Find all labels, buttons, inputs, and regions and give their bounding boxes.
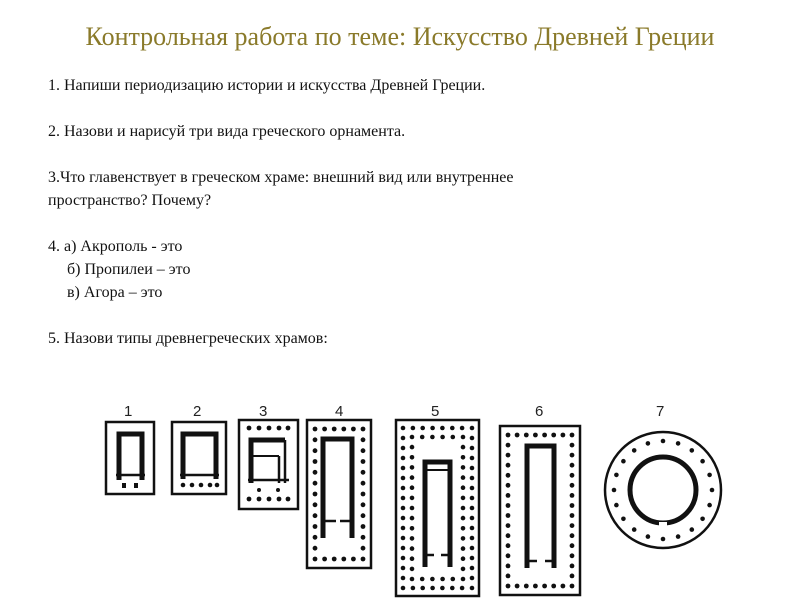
temple-plans-figure bbox=[0, 395, 800, 600]
column-dot bbox=[470, 546, 475, 551]
column-dot bbox=[661, 537, 666, 542]
column-dot bbox=[614, 503, 619, 508]
column-dot bbox=[420, 577, 425, 582]
column-dot bbox=[470, 436, 475, 441]
column-dot bbox=[461, 567, 466, 572]
column-dot bbox=[570, 533, 575, 538]
column-dot bbox=[313, 557, 318, 562]
column-dot bbox=[506, 553, 511, 558]
column-dot bbox=[632, 448, 637, 453]
column-dot bbox=[401, 436, 406, 441]
column-dot bbox=[361, 546, 366, 551]
plan-label-5: 5 bbox=[431, 403, 440, 420]
column-dot bbox=[690, 527, 695, 532]
column-dot bbox=[621, 459, 626, 464]
column-dot bbox=[470, 456, 475, 461]
column-dot bbox=[410, 445, 415, 450]
column-dot bbox=[461, 445, 466, 450]
question-4-a: 4. а) Акрополь - это bbox=[48, 238, 183, 255]
column-dot bbox=[506, 533, 511, 538]
column-dot bbox=[506, 453, 511, 458]
column-dot bbox=[570, 443, 575, 448]
temple-plan-5 bbox=[396, 420, 479, 596]
column-dot bbox=[470, 496, 475, 501]
column-dot bbox=[570, 513, 575, 518]
column-dot bbox=[313, 459, 318, 464]
column-dot bbox=[506, 473, 511, 478]
column-dot bbox=[313, 448, 318, 453]
column-dot bbox=[461, 556, 466, 561]
column-dot bbox=[506, 584, 511, 589]
column-dot bbox=[570, 574, 575, 579]
column-dot bbox=[470, 576, 475, 581]
column-dot bbox=[313, 524, 318, 529]
column-dot bbox=[506, 503, 511, 508]
column-dot bbox=[533, 433, 538, 438]
column-dot bbox=[430, 586, 435, 591]
temple-plan-6 bbox=[500, 426, 580, 595]
column-dot bbox=[410, 485, 415, 490]
column-dot bbox=[470, 506, 475, 511]
column-dot bbox=[440, 586, 445, 591]
plan-label-6: 6 bbox=[535, 403, 544, 420]
column-dot bbox=[401, 516, 406, 521]
column-dot bbox=[361, 448, 366, 453]
column-dot bbox=[410, 577, 415, 582]
plan-label-4: 4 bbox=[335, 403, 344, 420]
column-dot bbox=[707, 473, 712, 478]
column-dot bbox=[430, 435, 435, 440]
column-dot bbox=[612, 488, 617, 493]
column-dot bbox=[561, 433, 566, 438]
column-dot bbox=[440, 435, 445, 440]
column-dot bbox=[646, 534, 651, 539]
column-dot bbox=[410, 506, 415, 511]
column-dot bbox=[313, 437, 318, 442]
column-dot bbox=[461, 455, 466, 460]
column-dot bbox=[661, 439, 666, 444]
plan-label-2: 2 bbox=[193, 403, 202, 420]
column-dot bbox=[401, 426, 406, 431]
column-dot bbox=[341, 427, 346, 432]
temple-plan-2 bbox=[172, 422, 226, 494]
column-dot bbox=[570, 433, 575, 438]
column-dot bbox=[461, 516, 466, 521]
column-dot bbox=[430, 426, 435, 431]
column-dot bbox=[561, 584, 566, 589]
column-dot bbox=[676, 534, 681, 539]
column-dot bbox=[420, 586, 425, 591]
temple-plan-3 bbox=[239, 420, 298, 509]
column-dot bbox=[341, 557, 346, 562]
plan-5-colonnade bbox=[401, 426, 475, 591]
column-dot bbox=[461, 546, 466, 551]
column-dot bbox=[700, 517, 705, 522]
column-dot bbox=[361, 524, 366, 529]
column-dot bbox=[401, 586, 406, 591]
plan-label-1: 1 bbox=[124, 403, 133, 420]
column-dot bbox=[542, 433, 547, 438]
column-dot bbox=[515, 584, 520, 589]
column-dot bbox=[401, 446, 406, 451]
column-dot bbox=[461, 465, 466, 470]
column-dot bbox=[470, 466, 475, 471]
plan-label-3: 3 bbox=[259, 403, 268, 420]
column-dot bbox=[506, 543, 511, 548]
column-dot bbox=[461, 475, 466, 480]
column-dot bbox=[361, 470, 366, 475]
column-dot bbox=[506, 513, 511, 518]
temple-plan-7 bbox=[605, 432, 721, 548]
question-3-line-1: 3.Что главенствует в греческом храме: внешний вид или внутреннее bbox=[48, 169, 514, 186]
column-dot bbox=[632, 527, 637, 532]
question-1: 1. Напиши периодизацию истории и искусства Древней Греции. bbox=[48, 77, 486, 94]
column-dot bbox=[401, 526, 406, 531]
column-dot bbox=[570, 483, 575, 488]
column-dot bbox=[710, 488, 715, 493]
temple-plans-svg bbox=[0, 395, 800, 600]
temple-plan-1 bbox=[106, 422, 154, 494]
column-dot bbox=[313, 481, 318, 486]
column-dot bbox=[401, 576, 406, 581]
column-dot bbox=[332, 557, 337, 562]
column-dot bbox=[450, 586, 455, 591]
column-dot bbox=[614, 473, 619, 478]
column-dot bbox=[551, 433, 556, 438]
column-dot bbox=[313, 546, 318, 551]
column-dot bbox=[401, 496, 406, 501]
column-dot bbox=[533, 584, 538, 589]
column-dot bbox=[470, 486, 475, 491]
column-dot bbox=[461, 435, 466, 440]
column-dot bbox=[646, 441, 651, 446]
column-dot bbox=[430, 577, 435, 582]
column-dot bbox=[401, 546, 406, 551]
column-dot bbox=[411, 426, 416, 431]
column-dot bbox=[470, 426, 475, 431]
column-dot bbox=[351, 427, 356, 432]
column-dot bbox=[676, 441, 681, 446]
question-4-c: в) Агора – это bbox=[67, 284, 163, 301]
column-dot bbox=[410, 567, 415, 572]
column-dot bbox=[470, 556, 475, 561]
column-dot bbox=[410, 465, 415, 470]
column-dot bbox=[313, 513, 318, 518]
column-dot bbox=[621, 517, 626, 522]
column-dot bbox=[470, 516, 475, 521]
column-dot bbox=[361, 513, 366, 518]
column-dot bbox=[411, 586, 416, 591]
column-dot bbox=[570, 473, 575, 478]
plan-label-7: 7 bbox=[656, 403, 665, 420]
column-dot bbox=[570, 523, 575, 528]
column-dot bbox=[470, 566, 475, 571]
column-dot bbox=[361, 502, 366, 507]
column-dot bbox=[451, 435, 456, 440]
column-dot bbox=[700, 459, 705, 464]
column-dot bbox=[401, 506, 406, 511]
column-dot bbox=[410, 475, 415, 480]
column-dot bbox=[506, 483, 511, 488]
column-dot bbox=[450, 426, 455, 431]
column-dot bbox=[461, 485, 466, 490]
column-dot bbox=[313, 492, 318, 497]
column-dot bbox=[506, 574, 511, 579]
column-dot bbox=[401, 486, 406, 491]
column-dot bbox=[322, 427, 327, 432]
column-dot bbox=[361, 535, 366, 540]
column-dot bbox=[524, 433, 529, 438]
column-dot bbox=[570, 584, 575, 589]
column-dot bbox=[313, 470, 318, 475]
column-dot bbox=[361, 427, 366, 432]
column-dot bbox=[420, 426, 425, 431]
column-dot bbox=[470, 536, 475, 541]
column-dot bbox=[470, 476, 475, 481]
column-dot bbox=[440, 577, 445, 582]
column-dot bbox=[351, 557, 356, 562]
column-dot bbox=[410, 526, 415, 531]
column-dot bbox=[707, 503, 712, 508]
column-dot bbox=[506, 493, 511, 498]
questions-list bbox=[48, 74, 748, 350]
column-dot bbox=[361, 481, 366, 486]
column-dot bbox=[690, 448, 695, 453]
column-dot bbox=[460, 426, 465, 431]
column-dot bbox=[461, 536, 466, 541]
column-dot bbox=[542, 584, 547, 589]
column-dot bbox=[524, 584, 529, 589]
column-dot bbox=[506, 443, 511, 448]
column-dot bbox=[361, 492, 366, 497]
column-dot bbox=[440, 426, 445, 431]
column-dot bbox=[410, 556, 415, 561]
column-dot bbox=[401, 456, 406, 461]
column-dot bbox=[461, 577, 466, 582]
column-dot bbox=[515, 433, 520, 438]
question-5: 5. Назови типы древнегреческих храмов: bbox=[48, 330, 328, 347]
column-dot bbox=[361, 557, 366, 562]
column-dot bbox=[461, 506, 466, 511]
column-dot bbox=[570, 493, 575, 498]
column-dot bbox=[401, 536, 406, 541]
column-dot bbox=[570, 564, 575, 569]
column-dot bbox=[322, 557, 327, 562]
column-dot bbox=[570, 453, 575, 458]
column-dot bbox=[506, 523, 511, 528]
temple-plan-4 bbox=[307, 420, 371, 568]
column-dot bbox=[551, 584, 556, 589]
column-dot bbox=[410, 496, 415, 501]
column-dot bbox=[332, 427, 337, 432]
column-dot bbox=[313, 427, 318, 432]
column-dot bbox=[570, 463, 575, 468]
column-dot bbox=[361, 459, 366, 464]
column-dot bbox=[470, 586, 475, 591]
column-dot bbox=[410, 516, 415, 521]
column-dot bbox=[461, 496, 466, 501]
question-2: 2. Назови и нарисуй три вида греческого орнамента. bbox=[48, 123, 406, 140]
column-dot bbox=[313, 502, 318, 507]
column-dot bbox=[361, 437, 366, 442]
plan-6-colonnade bbox=[506, 433, 575, 589]
column-dot bbox=[506, 433, 511, 438]
column-dot bbox=[401, 476, 406, 481]
column-dot bbox=[401, 466, 406, 471]
column-dot bbox=[570, 543, 575, 548]
question-4-b: б) Пропилеи – это bbox=[67, 261, 191, 278]
column-dot bbox=[410, 455, 415, 460]
column-dot bbox=[470, 526, 475, 531]
page-title: Контрольная работа по теме: Искусство Древней Греции bbox=[85, 22, 715, 51]
column-dot bbox=[570, 553, 575, 558]
column-dot bbox=[401, 566, 406, 571]
column-dot bbox=[451, 577, 456, 582]
column-dot bbox=[410, 546, 415, 551]
column-dot bbox=[420, 435, 425, 440]
column-dot bbox=[570, 503, 575, 508]
column-dot bbox=[470, 446, 475, 451]
column-dot bbox=[461, 526, 466, 531]
column-dot bbox=[410, 536, 415, 541]
column-dot bbox=[410, 435, 415, 440]
column-dot bbox=[506, 463, 511, 468]
column-dot bbox=[313, 535, 318, 540]
question-3-line-2: пространство? Почему? bbox=[48, 192, 212, 209]
column-dot bbox=[506, 564, 511, 569]
column-dot bbox=[460, 586, 465, 591]
column-dot bbox=[401, 556, 406, 561]
